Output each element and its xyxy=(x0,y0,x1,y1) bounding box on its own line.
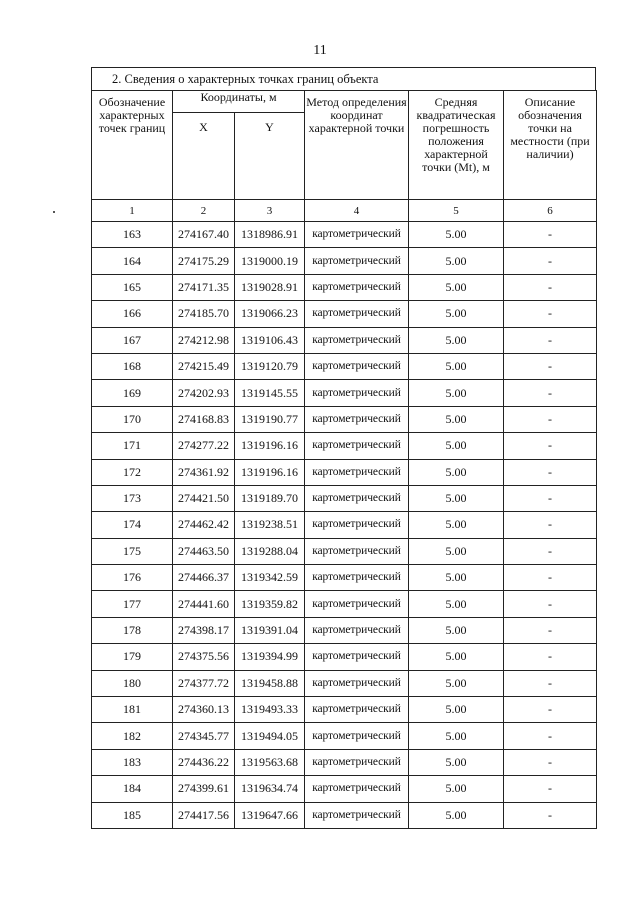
point-id-cell: 179 xyxy=(92,644,173,670)
table-row xyxy=(92,380,597,406)
coord-x-cell: 274462.42 xyxy=(173,512,235,538)
table-row xyxy=(92,697,597,723)
coord-y-cell: 1319342.59 xyxy=(235,565,305,591)
section-title: 2. Сведения о характерных точках границ объекта xyxy=(91,67,596,90)
method-cell: картометрический xyxy=(305,591,409,617)
table-row xyxy=(92,485,597,511)
column-number: 1 xyxy=(92,200,173,222)
error-cell: 5.00 xyxy=(409,406,504,432)
method-cell: картометрический xyxy=(305,459,409,485)
description-cell: - xyxy=(504,697,597,723)
coord-x-cell: 274175.29 xyxy=(173,248,235,274)
coord-x-cell: 274212.98 xyxy=(173,327,235,353)
column-number: 4 xyxy=(305,200,409,222)
point-id-cell: 174 xyxy=(92,512,173,538)
coord-y-cell: 1319196.16 xyxy=(235,459,305,485)
table-row xyxy=(92,222,597,248)
description-cell: - xyxy=(504,274,597,300)
coord-y-cell: 1319391.04 xyxy=(235,617,305,643)
description-cell: - xyxy=(504,353,597,379)
coord-x-cell: 274375.56 xyxy=(173,644,235,670)
coord-y-cell: 1319647.66 xyxy=(235,802,305,828)
coord-x-cell: 274377.72 xyxy=(173,670,235,696)
error-cell: 5.00 xyxy=(409,591,504,617)
description-cell: - xyxy=(504,512,597,538)
coord-y-cell: 1319458.88 xyxy=(235,670,305,696)
point-id-cell: 175 xyxy=(92,538,173,564)
error-cell: 5.00 xyxy=(409,670,504,696)
error-cell: 5.00 xyxy=(409,485,504,511)
header-description: Описание обозначения точки на местности (при наличии) xyxy=(504,91,597,200)
error-cell: 5.00 xyxy=(409,512,504,538)
description-cell: - xyxy=(504,222,597,248)
coord-y-cell: 1319120.79 xyxy=(235,353,305,379)
table-row xyxy=(92,406,597,432)
point-id-cell: 178 xyxy=(92,617,173,643)
table-body xyxy=(92,222,597,829)
point-id-cell: 184 xyxy=(92,776,173,802)
point-id-cell: 170 xyxy=(92,406,173,432)
error-cell: 5.00 xyxy=(409,353,504,379)
table-row xyxy=(92,802,597,828)
error-cell: 5.00 xyxy=(409,327,504,353)
page-number: 11 xyxy=(313,43,327,58)
description-cell: - xyxy=(504,248,597,274)
coord-x-cell: 274417.56 xyxy=(173,802,235,828)
boundary-points-table xyxy=(91,90,597,829)
method-cell: картометрический xyxy=(305,697,409,723)
coord-y-cell: 1319288.04 xyxy=(235,538,305,564)
point-id-cell: 183 xyxy=(92,749,173,775)
method-cell: картометрический xyxy=(305,380,409,406)
description-cell: - xyxy=(504,433,597,459)
method-cell: картометрический xyxy=(305,301,409,327)
scan-mark xyxy=(53,211,55,213)
coord-y-cell: 1319634.74 xyxy=(235,776,305,802)
point-id-cell: 167 xyxy=(92,327,173,353)
point-id-cell: 166 xyxy=(92,301,173,327)
table-row xyxy=(92,670,597,696)
error-cell: 5.00 xyxy=(409,301,504,327)
method-cell: картометрический xyxy=(305,723,409,749)
point-id-cell: 168 xyxy=(92,353,173,379)
method-cell: картометрический xyxy=(305,222,409,248)
method-cell: картометрический xyxy=(305,433,409,459)
method-cell: картометрический xyxy=(305,670,409,696)
description-cell: - xyxy=(504,644,597,670)
description-cell: - xyxy=(504,802,597,828)
method-cell: картометрический xyxy=(305,353,409,379)
coord-x-cell: 274215.49 xyxy=(173,353,235,379)
coord-x-cell: 274345.77 xyxy=(173,723,235,749)
description-cell: - xyxy=(504,749,597,775)
coord-y-cell: 1319494.05 xyxy=(235,723,305,749)
table-row xyxy=(92,776,597,802)
coord-y-cell: 1319238.51 xyxy=(235,512,305,538)
point-id-cell: 181 xyxy=(92,697,173,723)
coord-y-cell: 1319145.55 xyxy=(235,380,305,406)
method-cell: картометрический xyxy=(305,512,409,538)
coord-y-cell: 1319028.91 xyxy=(235,274,305,300)
coord-y-cell: 1319066.23 xyxy=(235,301,305,327)
method-cell: картометрический xyxy=(305,644,409,670)
method-cell: картометрический xyxy=(305,485,409,511)
point-id-cell: 173 xyxy=(92,485,173,511)
coord-x-cell: 274436.22 xyxy=(173,749,235,775)
error-cell: 5.00 xyxy=(409,749,504,775)
description-cell: - xyxy=(504,723,597,749)
description-cell: - xyxy=(504,406,597,432)
point-id-cell: 177 xyxy=(92,591,173,617)
error-cell: 5.00 xyxy=(409,274,504,300)
error-cell: 5.00 xyxy=(409,723,504,749)
description-cell: - xyxy=(504,301,597,327)
coord-x-cell: 274168.83 xyxy=(173,406,235,432)
header-method: Метод определения координат характерной точки xyxy=(305,91,409,200)
coord-x-cell: 274171.35 xyxy=(173,274,235,300)
coord-x-cell: 274202.93 xyxy=(173,380,235,406)
coord-x-cell: 274441.60 xyxy=(173,591,235,617)
error-cell: 5.00 xyxy=(409,222,504,248)
table-row xyxy=(92,327,597,353)
coord-x-cell: 274360.13 xyxy=(173,697,235,723)
coord-y-cell: 1318986.91 xyxy=(235,222,305,248)
method-cell: картометрический xyxy=(305,617,409,643)
error-cell: 5.00 xyxy=(409,776,504,802)
column-number: 5 xyxy=(409,200,504,222)
description-cell: - xyxy=(504,591,597,617)
coord-y-cell: 1319394.99 xyxy=(235,644,305,670)
coord-y-cell: 1319106.43 xyxy=(235,327,305,353)
error-cell: 5.00 xyxy=(409,538,504,564)
table-row xyxy=(92,591,597,617)
method-cell: картометрический xyxy=(305,776,409,802)
coord-y-cell: 1319190.77 xyxy=(235,406,305,432)
error-cell: 5.00 xyxy=(409,380,504,406)
point-id-cell: 171 xyxy=(92,433,173,459)
point-id-cell: 164 xyxy=(92,248,173,274)
error-cell: 5.00 xyxy=(409,565,504,591)
point-id-cell: 185 xyxy=(92,802,173,828)
description-cell: - xyxy=(504,538,597,564)
method-cell: картометрический xyxy=(305,749,409,775)
header-y: Y xyxy=(235,113,305,200)
point-id-cell: 172 xyxy=(92,459,173,485)
table-row xyxy=(92,565,597,591)
error-cell: 5.00 xyxy=(409,459,504,485)
table-row xyxy=(92,538,597,564)
table-row xyxy=(92,723,597,749)
coord-y-cell: 1319563.68 xyxy=(235,749,305,775)
table-row xyxy=(92,433,597,459)
error-cell: 5.00 xyxy=(409,697,504,723)
method-cell: картометрический xyxy=(305,274,409,300)
point-id-cell: 182 xyxy=(92,723,173,749)
column-number: 3 xyxy=(235,200,305,222)
table-row xyxy=(92,248,597,274)
description-cell: - xyxy=(504,380,597,406)
description-cell: - xyxy=(504,776,597,802)
description-cell: - xyxy=(504,327,597,353)
error-cell: 5.00 xyxy=(409,433,504,459)
header-x: X xyxy=(173,113,235,200)
description-cell: - xyxy=(504,617,597,643)
coord-x-cell: 274399.61 xyxy=(173,776,235,802)
column-number-row xyxy=(92,200,597,222)
table-row xyxy=(92,353,597,379)
header-error: Средняя квадратическая погрешность положения характерной точки (Mt), м xyxy=(409,91,504,200)
header-coordinates: Координаты, м xyxy=(173,91,305,113)
coord-x-cell: 274185.70 xyxy=(173,301,235,327)
error-cell: 5.00 xyxy=(409,644,504,670)
header-row xyxy=(92,91,597,113)
description-cell: - xyxy=(504,565,597,591)
method-cell: картометрический xyxy=(305,802,409,828)
coord-y-cell: 1319000.19 xyxy=(235,248,305,274)
boundary-points-sheet xyxy=(91,67,596,829)
table-row xyxy=(92,512,597,538)
method-cell: картометрический xyxy=(305,538,409,564)
coord-y-cell: 1319493.33 xyxy=(235,697,305,723)
point-id-cell: 165 xyxy=(92,274,173,300)
column-number: 2 xyxy=(173,200,235,222)
method-cell: картометрический xyxy=(305,327,409,353)
point-id-cell: 163 xyxy=(92,222,173,248)
coord-x-cell: 274398.17 xyxy=(173,617,235,643)
table-row xyxy=(92,749,597,775)
error-cell: 5.00 xyxy=(409,248,504,274)
coord-y-cell: 1319359.82 xyxy=(235,591,305,617)
method-cell: картометрический xyxy=(305,406,409,432)
point-id-cell: 176 xyxy=(92,565,173,591)
coord-x-cell: 274463.50 xyxy=(173,538,235,564)
table-row xyxy=(92,301,597,327)
coord-y-cell: 1319196.16 xyxy=(235,433,305,459)
point-id-cell: 169 xyxy=(92,380,173,406)
coord-x-cell: 274466.37 xyxy=(173,565,235,591)
table-row xyxy=(92,644,597,670)
coord-x-cell: 274361.92 xyxy=(173,459,235,485)
header-point-id: Обозначение характерных точек границ xyxy=(92,91,173,200)
coord-x-cell: 274167.40 xyxy=(173,222,235,248)
description-cell: - xyxy=(504,670,597,696)
coord-x-cell: 274421.50 xyxy=(173,485,235,511)
error-cell: 5.00 xyxy=(409,802,504,828)
method-cell: картометрический xyxy=(305,565,409,591)
method-cell: картометрический xyxy=(305,248,409,274)
point-id-cell: 180 xyxy=(92,670,173,696)
description-cell: - xyxy=(504,459,597,485)
table-row xyxy=(92,617,597,643)
table-row xyxy=(92,274,597,300)
column-number: 6 xyxy=(504,200,597,222)
error-cell: 5.00 xyxy=(409,617,504,643)
table-row xyxy=(92,459,597,485)
description-cell: - xyxy=(504,485,597,511)
coord-x-cell: 274277.22 xyxy=(173,433,235,459)
coord-y-cell: 1319189.70 xyxy=(235,485,305,511)
